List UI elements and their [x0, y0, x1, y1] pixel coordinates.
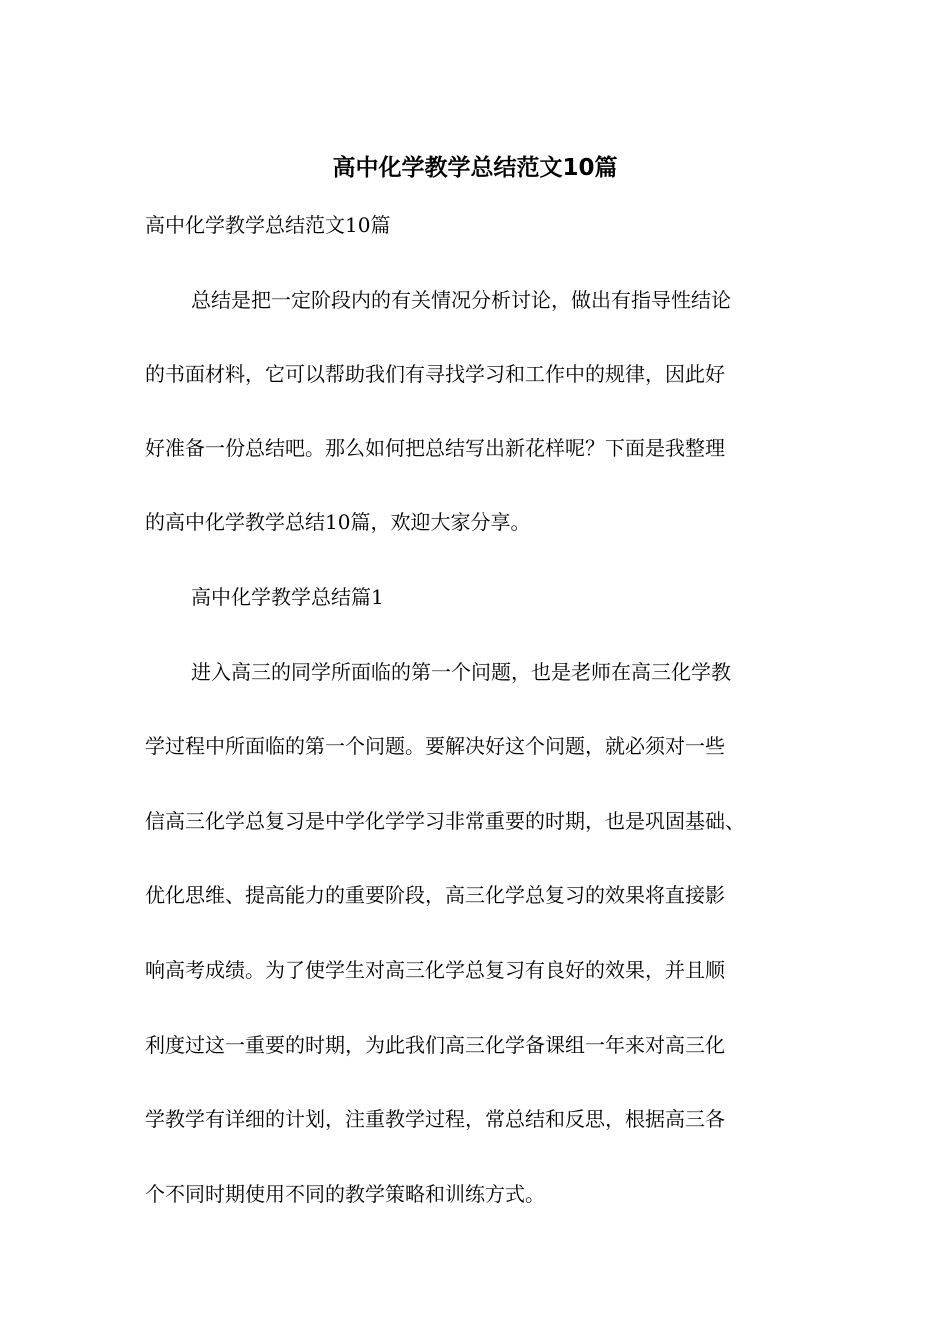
document-subtitle: 高中化学教学总结范文10篇: [145, 213, 391, 237]
section-line-2: 学过程中所面临的第一个问题。要解决好这个问题，就必须对一些: [145, 734, 725, 758]
intro-line-1: 总结是把一定阶段内的有关情况分析讨论，做出有指导性结论: [191, 288, 731, 312]
section-line-4: 优化思维、提高能力的重要阶段，高三化学总复习的效果将直接影: [145, 883, 725, 907]
intro-line-2: 的书面材料，它可以帮助我们有寻找学习和工作中的规律，因此好: [145, 362, 725, 386]
section-line-1: 进入高三的同学所面临的第一个问题，也是老师在高三化学教: [191, 660, 731, 684]
section-heading: 高中化学教学总结篇1: [191, 585, 384, 609]
document-title: 高中化学教学总结范文10篇: [332, 155, 618, 181]
section-line-5: 响高考成绩。为了使学生对高三化学总复习有良好的效果，并且顺: [145, 958, 725, 982]
section-line-7: 学教学有详细的计划，注重教学过程，常总结和反思，根据高三各: [145, 1107, 725, 1131]
intro-line-4: 的高中化学教学总结10篇，欢迎大家分享。: [145, 510, 531, 534]
intro-line-3: 好准备一份总结吧。那么如何把总结写出新花样呢？下面是我整理: [145, 436, 725, 460]
section-line-8: 个不同时期使用不同的教学策略和训练方式。: [145, 1182, 545, 1206]
section-line-3: 信高三化学总复习是中学化学学习非常重要的时期，也是巩固基础、: [145, 809, 745, 833]
section-line-6: 利度过这一重要的时期，为此我们高三化学备课组一年来对高三化: [145, 1033, 725, 1057]
